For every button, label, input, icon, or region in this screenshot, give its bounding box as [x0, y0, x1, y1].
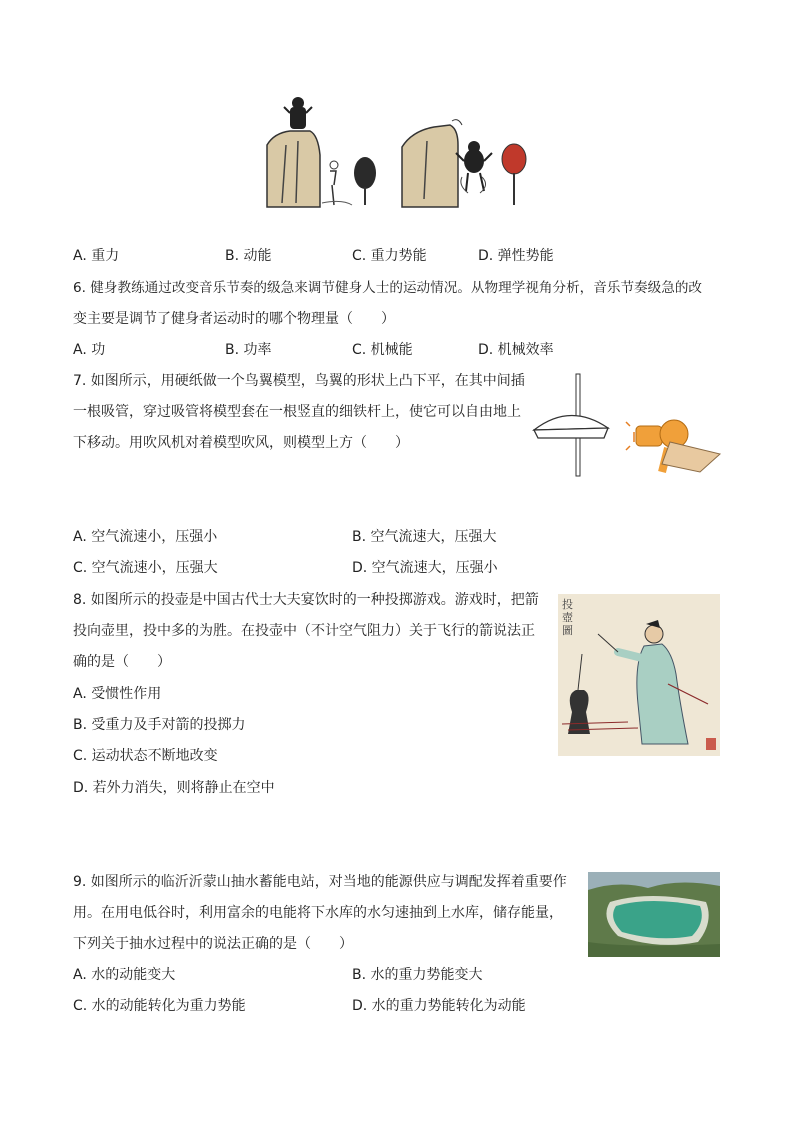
- q5-illustration: [262, 95, 532, 220]
- q7-stem-line-3: 下移动。用吹风机对着模型吹风，则模型上方（ ）: [73, 435, 409, 451]
- q8-option-d: D. 若外力消失，则将静止在空中: [73, 780, 275, 796]
- q6-option-d: D. 机械效率: [478, 342, 554, 358]
- q8-stem-line-3: 确的是（ ）: [73, 654, 171, 670]
- q9-stem-line-1: 9. 如图所示的临沂沂蒙山抽水蓄能电站，对当地的能源供应与调配发挥着重要作: [73, 874, 567, 890]
- q7-wing-dryer-diagram: [530, 372, 725, 482]
- q9-stem-line-2: 用。在用电低谷时，利用富余的电能将下水库的水匀速抽到上水库，储存能量，: [73, 905, 563, 921]
- q9-option-b: B. 水的重力势能变大: [352, 967, 483, 983]
- q8-option-c: C. 运动状态不断地改变: [73, 748, 218, 764]
- q7-option-b: B. 空气流速大，压强大: [352, 529, 497, 545]
- q6-option-b: B. 功率: [225, 342, 272, 358]
- q8-option-a: A. 受惯性作用: [73, 686, 162, 702]
- pot-vase: [562, 654, 638, 734]
- painting-seal-text: 投壺圖: [562, 598, 573, 637]
- left-scene: [267, 97, 376, 207]
- q9-option-a: A. 水的动能变大: [73, 967, 176, 983]
- q7-option-c: C. 空气流速小，压强大: [73, 560, 218, 576]
- right-scene: [402, 120, 526, 207]
- q5-option-a: A. 重力: [73, 248, 120, 264]
- q8-option-b: B. 受重力及手对箭的投掷力: [73, 717, 246, 733]
- q7-stem-line-2: 一根吸管，穿过吸管将模型套在一根竖直的细铁杆上，使它可以自由地上: [73, 404, 521, 420]
- q5-option-c: C. 重力势能: [352, 248, 427, 264]
- wing-model: [534, 374, 608, 476]
- q8-stem-line-2: 投向壶里，投中多的为胜。在投壶中（不计空气阻力）关于飞行的箭说法正: [73, 623, 535, 639]
- q9-stem-line-3: 下列关于抽水过程中的说法正确的是（ ）: [73, 936, 353, 952]
- q6-stem-line-1: 6. 健身教练通过改变音乐节奏的级急来调节健身人士的运动情况。从物理学视角分析，音乐节奏级急的改: [73, 280, 703, 296]
- figure-scholar: [598, 620, 708, 744]
- q5-option-b: B. 动能: [225, 248, 272, 264]
- q7-stem-line-1: 7. 如图所示，用硬纸做一个鸟翼模型，鸟翼的形状上凸下平，在其中间插: [73, 373, 525, 389]
- hair-dryer-icon: [626, 420, 720, 472]
- q9-option-c: C. 水的动能转化为重力势能: [73, 998, 246, 1014]
- q6-option-c: C. 机械能: [352, 342, 413, 358]
- q7-option-d: D. 空气流速大，压强小: [352, 560, 498, 576]
- q9-reservoir-photo: [588, 872, 720, 957]
- q6-option-a: A. 功: [73, 342, 106, 358]
- q7-option-a: A. 空气流速小，压强小: [73, 529, 218, 545]
- q9-option-d: D. 水的重力势能转化为动能: [352, 998, 526, 1014]
- q6-stem-line-2: 变主要是调节了健身者运动时的哪个物理量（ ）: [73, 311, 395, 327]
- q8-painting: [558, 594, 720, 756]
- q8-stem-line-1: 8. 如图所示的投壶是中国古代士大夫宴饮时的一种投掷游戏。游戏时，把箭: [73, 592, 539, 608]
- q5-option-d: D. 弹性势能: [478, 248, 554, 264]
